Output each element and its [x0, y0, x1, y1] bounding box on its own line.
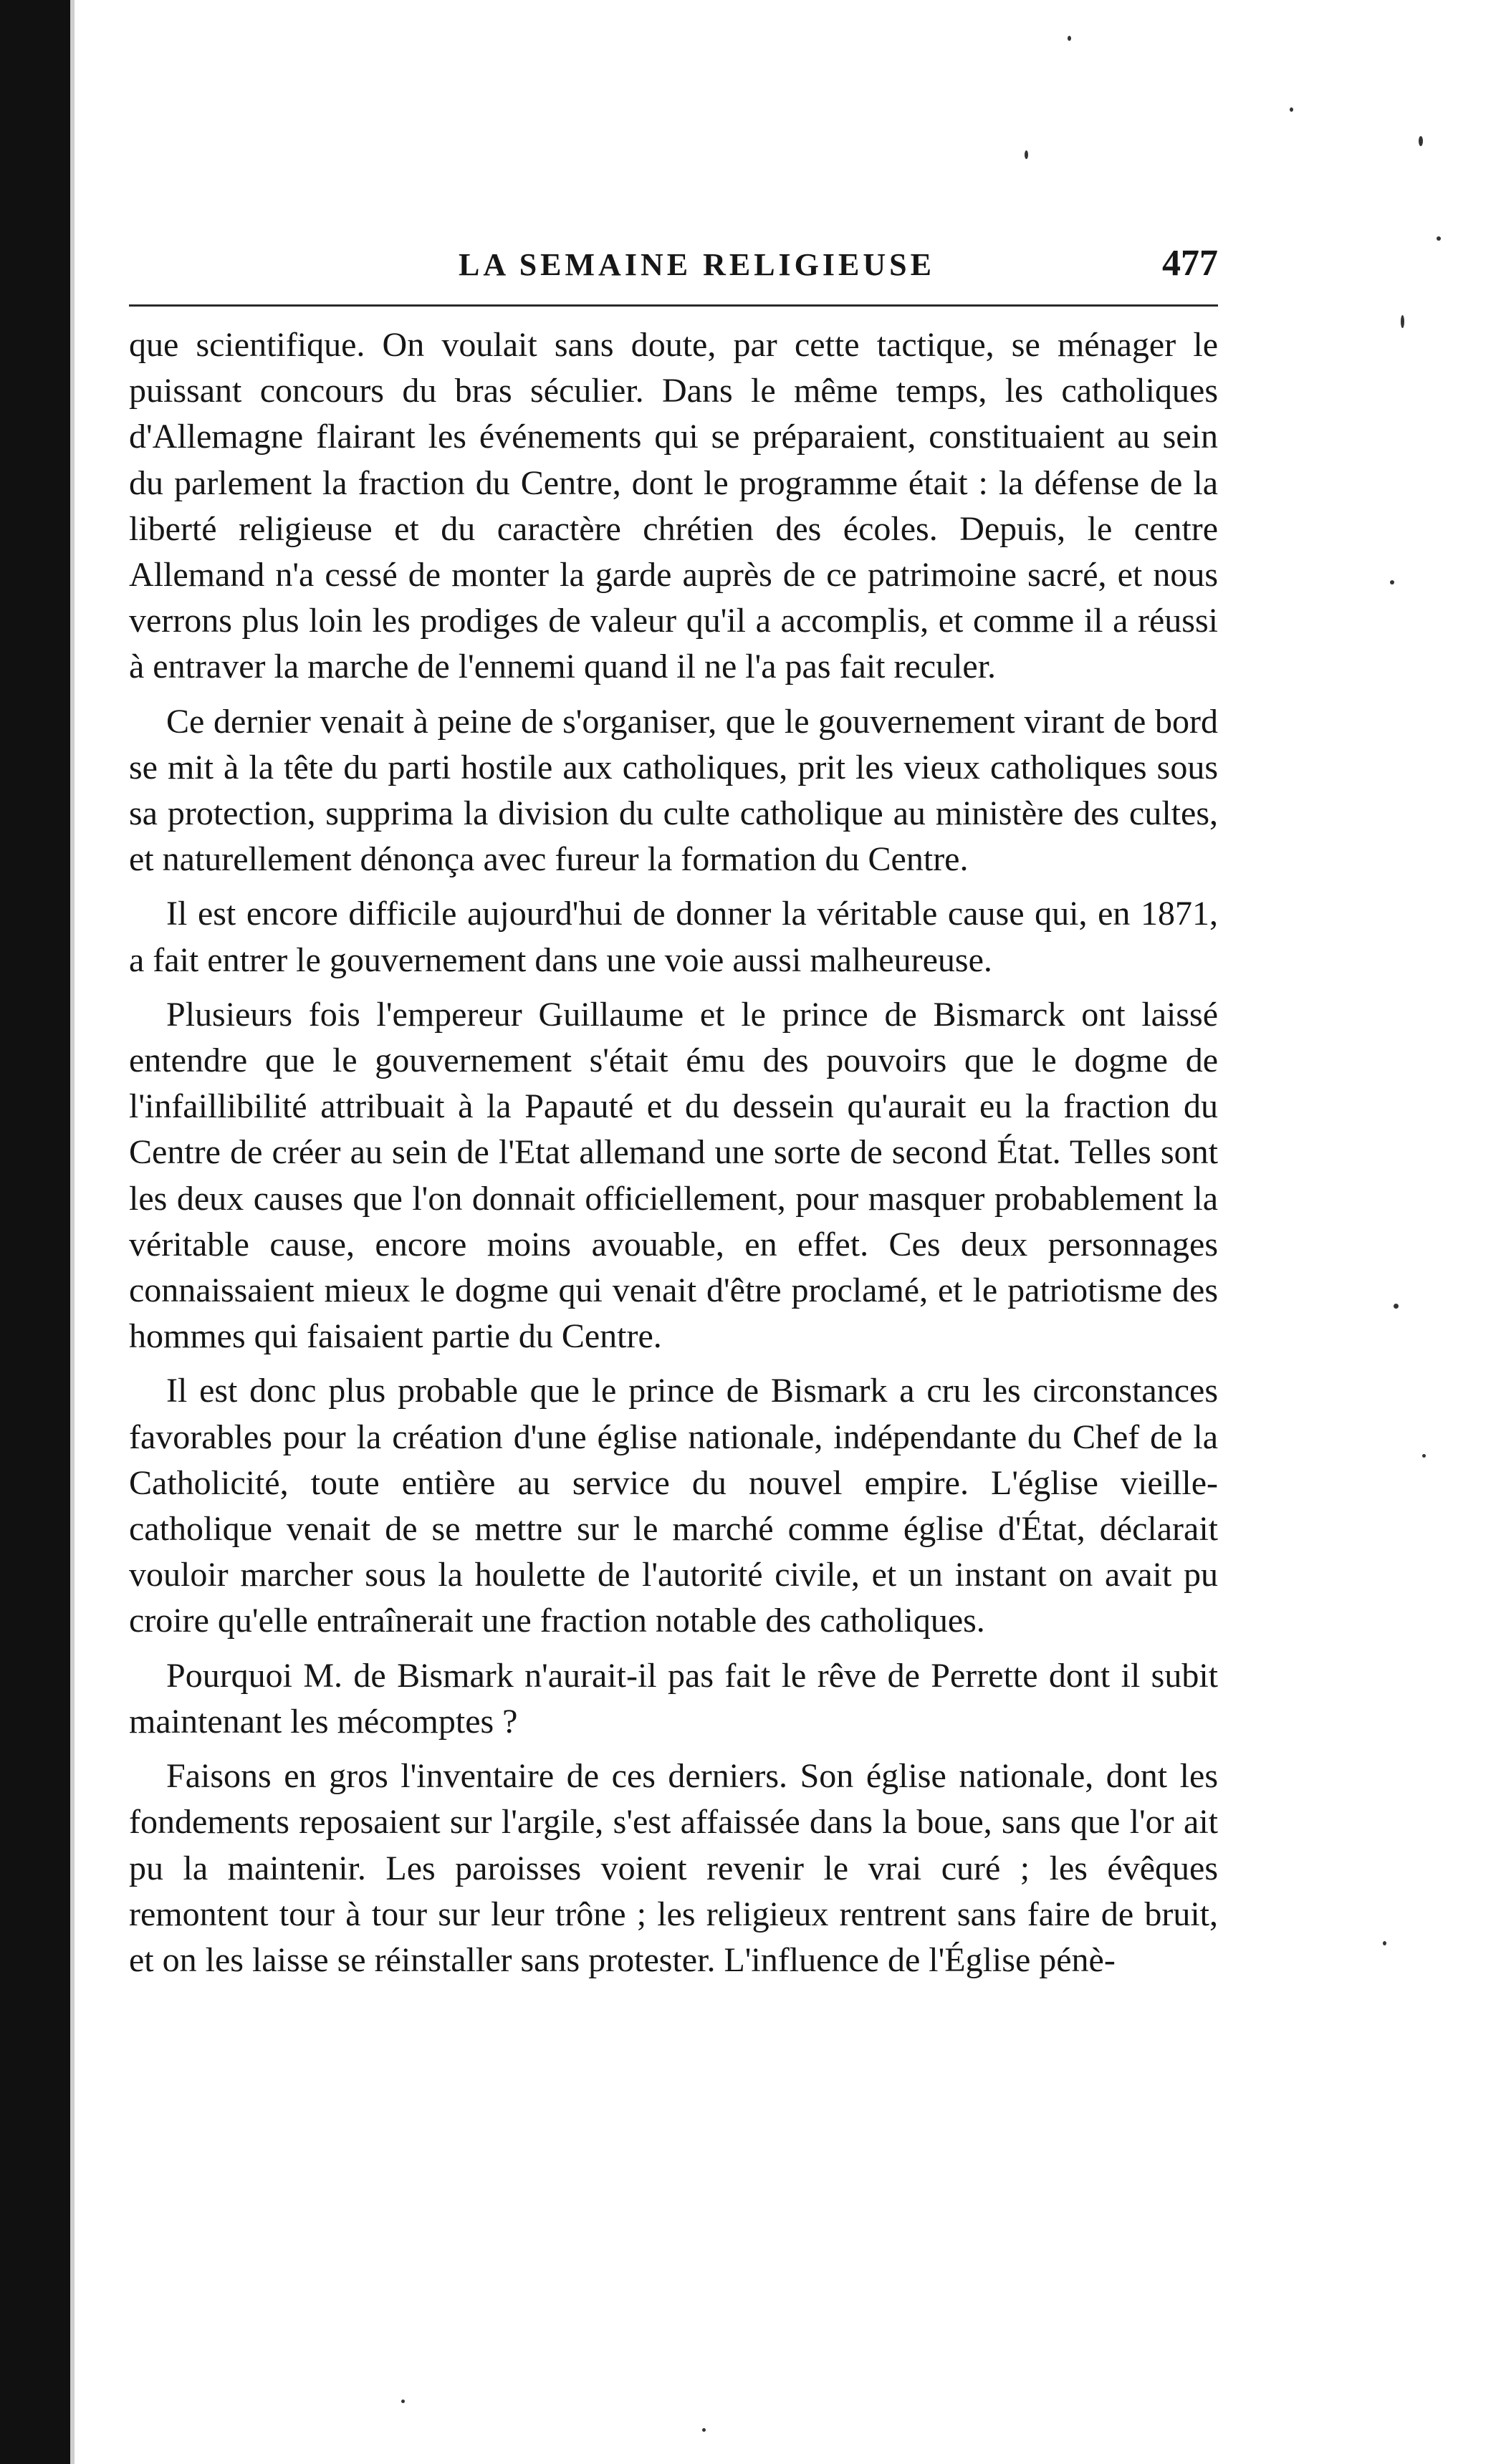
body-text: [129, 322, 1218, 1992]
scan-speck: [1419, 136, 1423, 146]
paragraph-7: Faisons en gros l'inventaire de ces derniers. Son église nationale, dont les fondements reposaient sur l'argile, s'est affaissée dans la boue, sans que l'or ait pu la maintenir. Les paroisses voient revenir le vrai curé ; les évêques remontent tour à tour sur leur trône ; les religieux rentrent sans faire de bruit, et on les laisse se réinstaller sans protester. L'influence de l'Église pénè-: [129, 1757, 1218, 1979]
scan-speck: [1025, 150, 1028, 159]
scan-speck: [702, 2428, 706, 2432]
scan-speck: [1437, 236, 1441, 241]
scan-speck: [1422, 1454, 1426, 1458]
scan-speck: [1390, 580, 1394, 584]
paragraph-3: Il est encore difficile aujourd'hui de donner la véritable cause qui, en 1871, a fait entrer le gouvernement dans une voie aussi malheureuse.: [129, 895, 1218, 979]
scan-speck: [1068, 36, 1071, 41]
running-title: LA SEMAINE RELIGIEUSE: [459, 247, 935, 282]
scan-speck: [1394, 1304, 1399, 1309]
paragraph-4: Plusieurs fois l'empereur Guillaume et le prince de Bismarck ont laissé entendre que le gouvernement s'était ému des pouvoirs que le dogme de l'infaillibilité attribuait à la Papauté et du dessein qu'aurait eu la fraction du Centre de créer au sein de l'Etat allemand une sorte de second État. Telles sont les deux causes que l'on donnait officiellement, pour masquer probablement la véritable cause, encore moins avouable, en effet. Ces deux personnages connaissaient mieux le dogme qui venait d'être proclamé, et le patriotisme des hommes qui faisaient partie du Centre.: [129, 995, 1218, 1356]
paragraph-1: que scientifique. On voulait sans doute, par cette tactique, se ménager le puissant concours du bras séculier. Dans le même temps, les catholiques d'Allemagne flairant les événements qui se préparaient, constituaient au sein du parlement la fraction du Centre, dont le programme était : la défense de la liberté religieuse et du caractère chrétien des écoles. Depuis, le centre Allemand n'a cessé de monter la garde auprès de ce patrimoine sacré, et nous verrons plus loin les prodiges de valeur qu'il a accomplis, et comme il a réussi à entraver la marche de l'ennemi quand il ne l'a pas fait reculer.: [129, 326, 1218, 686]
book-spine-shadow: [0, 0, 70, 2464]
page-number: 477: [1162, 243, 1218, 284]
scan-speck: [1290, 107, 1293, 112]
book-spine-edge: [70, 0, 75, 2464]
paragraph-6: Pourquoi M. de Bismark n'aurait-il pas fait le rêve de Perrette dont il subit maintenant les mécomptes ?: [129, 1656, 1218, 1741]
paragraph-2: Ce dernier venait à peine de s'organiser, que le gouvernement virant de bord se mit à la tête du parti hostile aux catholiques, prit les vieux catholiques sous sa protection, supprima la division du culte catholique au ministère des cultes, et naturellement dénonça avec fureur la formation du Centre.: [129, 702, 1218, 879]
scan-speck: [1401, 315, 1404, 328]
header-rule: [129, 304, 1218, 307]
page-header: [129, 244, 1218, 294]
scan-speck: [1383, 1941, 1386, 1945]
paragraph-5: Il est donc plus probable que le prince de Bismark a cru les circonstances favorables pour la création d'une église nationale, indépendante du Chef de la Catholicité, toute entière au service du nouvel empire. L'église vieille-catholique venait de se mettre sur le marché comme église d'État, déclarait vouloir marcher sous la houlette de l'autorité civile, et un instant on avait pu croire qu'elle entraînerait une fraction notable des catholiques.: [129, 1372, 1218, 1640]
scan-speck: [401, 2400, 405, 2403]
